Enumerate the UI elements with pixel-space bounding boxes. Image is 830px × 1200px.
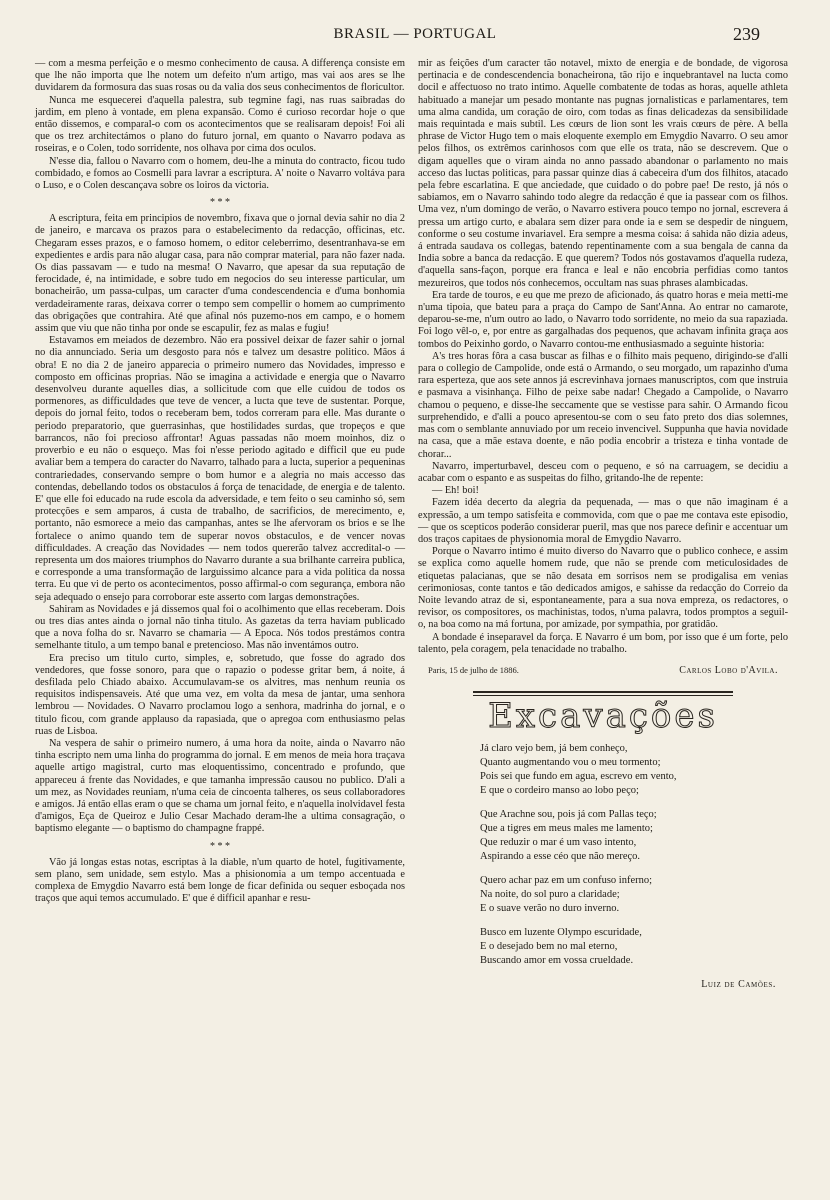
left-section-3 xyxy=(35,857,405,906)
paragraph: Vão já longas estas notas, escriptas à la diable, n'um quarto de hotel, fugitivamente, sem plano, sem unidade, sem estylo. Mas a phisionomia a um tempo accentuada e complexa de Emygdio Navarro está bem longe de ficar definida ou sequer esboçada nos traços que aqui temos accumulado. E' que é difficil apanhar e resu- xyxy=(35,856,405,905)
paragraph: Na vespera de sahir o primeiro numero, á uma hora da noite, ainda o Navarro não tinha escripto nem uma linha do programma do jornal. E em menos de meia hora traçava aquelle artigo magistral, curto mas eloquentissimo, concentrado e profundo, que appareceu á frente das Novidades, e que tamanha impressão causou no publico. D'ali a um mez, as Novidades reuniam, n'uma ceia de cincoenta talheres, os seus collaboradores e amigos. Já então ellas eram o que se chama um jornal feito, e n'aquella inolvidavel festa d'amigos, Eça de Queiroz e Julio Cesar Machado deram-lhe a ultima consagração, o baptismo elegante — o baptismo do champagne frappé. xyxy=(35,737,405,835)
paragraph: Sahiram as Novidades e já dissemos qual foi o acolhimento que ellas receberam. Dois ou tres dias antes ainda o jornal não tinha titulo. As gazetas da terra haviam publicado que a nova folha do sr. Navarro se chamaria — A Epoca. Nós todos prestámos contra semelhante titulo, a um tempo banal e pretencioso. Mas não inventámos outro. xyxy=(35,603,405,652)
paragraph: Fazem idéa decerto da alegria da pequenada, — mas o que não imaginam é a expressão, a um tempo satisfeita e commovida, com que o pae me contava este episodio, — que os scepticos poderão considerar pueril, mas que nos parece definir e accentuar um dos traços capitaes de physionomia moral de Emygdio Navarro. xyxy=(418,497,788,545)
page-header xyxy=(30,20,800,50)
paragraph: Porque o Navarro intimo é muito diverso do Navarro que o publico conhece, e assim se explica como aquelle homem rude, que não se prende com meticulosidades de etiquetas palacianas, que se não desata em sorrisos nem se prodigalisa em venias cerimoniosas, conte tantos e tão dedicados amigos, e sahisse da redacção do Correio da Noite levando atraz de si, espontaneamente, para a sua nova empreza, os redactores, o revisor, os compositores, os machinistas, todos, n'uma palavra, todos promptos a seguil-o, na boa como na má fortuna, por amizade, por sympathia, por gratidão. xyxy=(418,546,788,631)
poem-line: Busco em luzente Olympo escuridade, xyxy=(480,927,642,939)
left-column xyxy=(35,58,405,905)
article-author: Carlos Lobo d'Avila. xyxy=(679,664,778,676)
right-column xyxy=(418,58,788,992)
poem-line: Aspirando a esse céo que não mereço. xyxy=(480,851,641,863)
paragraph: A's tres horas fôra a casa buscar as filhas e o filhito mais pequeno, dirigindo-se d'alli para o collegio de Campolide, onde está o Armando, o seu morgado, um rapazinho d'uma rara esperteza, que aos sete annos já escrevinhava jornaes manuscriptos, com que instruia e pasmava a visinhança. Filho de peixe sabe nadar! Chegado a Campolide, o Navarro chamou o pequeno, e disse-lhe seccamente que se vestisse para sahir. O Armando ficou surprehendido, e d'alli a pouco apresentou-se com o seu fato preto dos dias solemnes, mas com o semblante annuviado por um receio invencivel. Suppunha que havia novidade na casa, que a mãe estava doente, e não podia encobrir a tristeza e tinha vontade de chorar... xyxy=(418,350,788,460)
dateline: Paris, 15 de julho de 1886. xyxy=(428,664,519,675)
paragraph: Estavamos em meiados de dezembro. Não era possivel deixar de fazer sahir o jornal no dia annunciado. Seria um desgosto para nós e talvez um desastre politico. Mãos á obra! E no dia 2 de janeiro apparecia o primeiro numero das Novidades, impresso e composto em officinas proprias. Não se imagina a actividade e energia que o Navarro desenvolveu durante aquelles dias, a sollicitude com que elle cuidou de todos os pormenores, as difficuldades que teve de vencer, a lucta que teve de sustentar. Porque, depois do jornal feito, todos o receberam bem, todos correram para elle. Mas durante o periodo preparatorio, que guerrasinhas, que hostilidades surdas, que tropeços e que barrancos, não foi precioso affrontar! Aguas passadas não moem moinhos, diz o proverbio e eu não o esqueço. Mas foi n'esse periodo agitado e difficil que eu pude avaliar bem a tempera do caracter do Navarro, talhado para a lucta, superior a pequeninas contrariedades, conservando sempre o bom humor e a alegria no mais accesso das contendas, debellando todos os obstaculos á força de tenacidade, de energia e de talento. E' que elle foi educado na rude escola da adversidade, e tem feito o seu caminho só, sem protecções e sem amparos, á custa de trabalho, de sacrificios, de merecimento, e, portanto, não esmorece a meio das campanhas, antes se lhe afervoram os brios e se lhe fortalece o animo quando tem de superar novos obstaculos, e de vencer novas difficuldades. A creação das Novidades — nem todos quererão talvez accredital-o — representa um dos maiores triumphos do Navarro durante a sua brilhante carreira publica, e corresponde a uma transformação de larguissimo alcance para a vida politica da nossa terra. Eu que vi de perto os acontecimentos, posso affirmal-o com segurança, embora não seja adequado o ensejo para corroborar este asserto com largas demonstrações. xyxy=(35,335,405,603)
paragraph: Navarro, imperturbavel, desceu com o pequeno, e só na carruagem, se decidiu a acabar com o espanto e as suspeitas do filho, gritando-lhe de repente: xyxy=(418,460,788,484)
paragraph: Nunca me esquecerei d'aquella palestra, sub tegmine fagi, nas ruas saibradas do jardim, em pleno à vontade, em plena expansão. Como é curioso recordar hoje o que então dissemos, e comparal-o com os acontecimentos que se realisaram depois! Foi ali que os trez architectámos o plano do futuro jornal, em quanto o Navarro podava as roseiras, e o Colen, todo sorridente, nos olhava por cima dos oculos. xyxy=(35,94,405,155)
poem-line: Que reduzir o mar é um vaso intento, xyxy=(480,837,637,849)
poem-stanza xyxy=(480,742,788,798)
paragraph: Era preciso um titulo curto, simples, e, sobretudo, que fosse do agrado dos vendedores, que fosse sonoro, para que o rapazio o podesse gritar bem, á noite, á desfilada pelo Chiado abaixo. Accumulavam-se os alvitres, mas nenhum reunia os requisitos indispensaveis. Até que uma vez, em volta da mesa de jantar, uma senhora lembrou — Novidades. O Navarro proclamou logo a senhora, madrinha do jornal, e o titulo ficou, com grande applauso da rapasiada, que o apregoa com enthusiasmo pelas ruas de Lisboa. xyxy=(35,652,405,737)
running-title: BRASIL — PORTUGAL xyxy=(333,26,497,42)
poem-line: E o suave verão no duro inverno. xyxy=(480,903,620,915)
poem-line: Quero achar paz em um confuso inferno; xyxy=(480,875,653,887)
poem-line: Que a tigres em meus males me lamento; xyxy=(480,823,653,835)
poem-line: E o desejado bem no mal eterno, xyxy=(480,941,618,953)
poem-stanza xyxy=(480,874,788,916)
section-divider-stars: * * * xyxy=(210,197,230,209)
poem-line: Já claro vejo bem, já bem conheço, xyxy=(480,743,628,755)
paragraph: mir as feições d'um caracter tão notavel, mixto de energia e de bondade, de vigorosa pertinacia e de condescendencia bonacheirona, tão rijo e inquebrantavel na lucta como docil e affectuoso no trato intimo. Aquelle combatente de todas as horas, aquelle athleta habituado a manejar um pesado montante nas pugnas jornalisticas e parlamentares, tem uma alma candida, um coração de oiro, com todas as finas delicadezas da sensibilidade mais requintada e mais subtil. Les cœurs de lion sont les vrais cœurs de père. A bella phrase de Victor Hugo tem o mais eloquente exemplo em Emygdio Navarro. O seu amor pelos filhos, os extrêmos carinhosos com que elle os trata, não se descrevem. Que o digam aquelles que o viram ainda no anno passado abandonar o parlamento no mais acceso das luctas politicas, para passar quinze dias á cabeceira d'um dos filhitos, atacado pela febre escarlatina. E que anciedade, que cuidado o do pobre pae! De resto, já nós o sabiamos, em o Navarro sahindo todo alegre da redacção é que ia passear com os filhos. Uma vez, n'um domingo de verão, o Navarro estivera pouco tempo no jornal, escrevera á pressa um artigo curto, e abalara sem dizer para onde ia e sem se despedir de ninguem, conforme o seu costume invariavel. Era sempre a mesma coisa: á sahida não dizia adeus, á entrada saudava os collegas, batendo repentinamente com a sua bengala de canna da India sobre a banca da redacção. E que querem? Todos nós gostavamos d'aquella rudeza, d'aquella sans-façon, porque era franca e leal e não encobria perfidias como tantos mezureiros, que todos nós conhecemos, occultam nas suas phrases alambicadas. xyxy=(418,58,788,289)
poem-stanza xyxy=(480,808,788,864)
section-divider-stars: * * * xyxy=(210,840,230,852)
poem-line: E que o cordeiro manso ao lobo peço; xyxy=(480,785,639,797)
left-section-1 xyxy=(35,58,405,192)
poem-title: Excavações xyxy=(488,696,718,737)
poem-line: Que Arachne sou, pois já com Pallas teço; xyxy=(480,809,657,821)
paragraph: — Eh! boi! xyxy=(432,485,479,497)
poem-line: Pois sei que fundo em agua, escrevo em vento, xyxy=(480,771,677,783)
poem-line: Buscando amor em vossa crueldade. xyxy=(480,955,634,967)
paragraph: A escriptura, feita em principios de novembro, fixava que o jornal devia sahir no dia 2 de janeiro, e marcava os prazos para o estabelecimento da redacção, officinas, etc. Chegaram esses prazos, e o famoso homem, o editor celeberrimo, desentranhava-se em expedientes e ardis para não alugar casa, para não comprar material, para não fazer nada. Os dias passavam — e tudo na mesma! O Navarro, que apesar da sua reputação de ferocidade, é, na intimidade, e sobre tudo em negocios do seu interesse particular, um bonacheirão, um passa-culpas, um caracter d'uma condescendencia e d'uma bonhomia verdadeiramente raras, deixava correr o tempo sem compellir o homem ao cumprimento das obrigações que contrahira. Até que afinal nós puzemo-nos em campo, e o homem assim que viu que não tinha por onde se escapulir, fez as malas e fugiu! xyxy=(35,213,405,335)
left-section-2 xyxy=(35,213,405,835)
poem-line: Quanto augmentando vou o meu tormento; xyxy=(480,757,661,769)
paragraph: — com a mesma perfeição e o mesmo conhecimento de causa. A differença consiste em que lhe não importa que lhe notem um defeito n'um artigo, mas vai aos ares se lhe duvidarem da formosura das suas rosas ou da valia dos seus conhecimentos de floricultor. xyxy=(35,58,405,94)
paragraph: A bondade é inseparavel da força. E Navarro é um bom, por isso que é um forte, pelo talento, pela coragem, pela tenacidade no trabalho. xyxy=(418,631,788,655)
article-signoff xyxy=(418,664,788,677)
poem-author: Luiz de Camões. xyxy=(701,979,776,991)
page-number: 239 xyxy=(733,24,760,44)
poem-line: Na noite, do sol puro a claridade; xyxy=(480,889,620,901)
paragraph: Era tarde de touros, e eu que me prezo de aficionado, ás quatro horas e meia metti-me n'uma tipoia, que bateu para a praça do Campo de Sant'Anna. Ao entrar no camarote, deparou-se-me, n'um outro ao lado, o Navarro todo sorridente, no meio da sua rapaziada. Foi logo vêl-o, e, por entre as gargalhadas dos pequenos, que achavam infinita graça aos tombos do Peixinho gordo, o Navarro contou-me enthusiasmado a seguinte historia: xyxy=(418,289,788,350)
poem xyxy=(418,742,788,992)
paragraph: N'esse dia, fallou o Navarro com o homem, deu-lhe a minuta do contracto, ficou tudo combidado, e fomos ao Cosmelli para lavrar a escriptura. A' noite o Navarro voltáva para o Luso, e o Colen descançava sobre os loiros da victoria. xyxy=(35,155,405,192)
poem-stanza xyxy=(480,926,788,968)
